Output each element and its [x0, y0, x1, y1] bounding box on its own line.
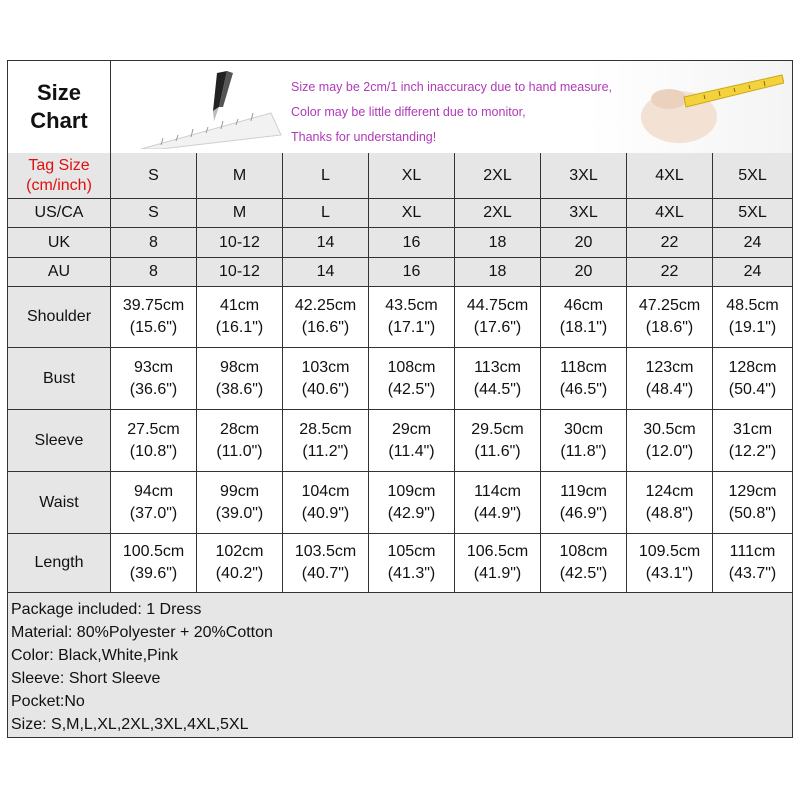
cm-value: 29cm — [391, 420, 432, 438]
inch-value: (42.5") — [559, 565, 608, 582]
inch-value: (18.1") — [559, 319, 608, 336]
inch-value: (10.8") — [129, 442, 178, 460]
cm-value: 30.5cm — [643, 420, 696, 438]
cm-value: 106.5cm — [466, 543, 529, 560]
cm-value: 123cm — [645, 358, 694, 376]
package-info — [8, 593, 792, 737]
measurement-cell — [541, 348, 627, 409]
measurement-cell — [369, 472, 455, 533]
inch-value: (46.9") — [559, 504, 608, 522]
inch-value: (41.3") — [387, 565, 436, 582]
note-line: Size may be 2cm/1 inch inaccuracy due to hand measure, — [291, 80, 613, 94]
measurement-cell — [111, 410, 197, 471]
title-line-2: Chart — [30, 108, 88, 133]
measurement-cell — [627, 472, 713, 533]
measurement-cell — [713, 410, 792, 471]
cm-value: 42.25cm — [294, 297, 357, 314]
inch-value: (48.4") — [645, 380, 694, 398]
inch-value: (40.9") — [301, 504, 350, 522]
measurement-cell — [455, 410, 541, 471]
cm-value: 43.5cm — [385, 297, 438, 314]
inch-value: (12.0") — [645, 442, 694, 460]
cm-value: 128cm — [728, 358, 777, 376]
size-cell: XL — [369, 153, 455, 198]
cm-value: 47.25cm — [638, 297, 701, 314]
cm-value: 48.5cm — [726, 297, 779, 314]
measurement-label: Waist — [8, 472, 111, 533]
region-size-cell: 14 — [283, 228, 369, 257]
measurement-row — [8, 472, 792, 534]
measurement-row — [8, 287, 792, 348]
inch-value: (11.6") — [474, 442, 521, 460]
package-included-line: Package included: 1 Dress — [11, 601, 202, 618]
measurement-cell — [283, 348, 369, 409]
cm-value: 28cm — [219, 420, 260, 438]
size-chart-title — [8, 61, 111, 153]
inch-value: (42.5") — [387, 380, 436, 398]
inch-value: (37.0") — [129, 504, 178, 522]
measurement-cell — [713, 534, 792, 592]
inch-value: (48.8") — [645, 504, 694, 522]
measurement-cell — [713, 348, 792, 409]
inch-value: (40.7") — [301, 565, 350, 582]
size-cell: 3XL — [541, 153, 627, 198]
inch-value: (17.1") — [387, 319, 436, 336]
inch-value: (18.6") — [645, 319, 694, 336]
cm-value: 118cm — [560, 358, 607, 376]
cm-value: 31cm — [732, 420, 773, 438]
measurement-row — [8, 410, 792, 472]
measurement-cell — [111, 348, 197, 409]
inch-value: (38.6") — [215, 380, 264, 398]
inch-value: (50.8") — [728, 504, 777, 522]
cm-value: 108cm — [559, 543, 608, 560]
region-size-cell: M — [197, 199, 283, 227]
header-row — [8, 61, 792, 154]
region-size-cell: 22 — [627, 228, 713, 257]
measurement-cell — [283, 287, 369, 347]
measurement-cell — [283, 472, 369, 533]
cm-value: 104cm — [301, 482, 350, 500]
size-cell: 5XL — [713, 153, 792, 198]
material-line: Material: 80%Polyester + 20%Cotton — [11, 624, 273, 641]
tag-size-label-line-2: (cm/inch) — [26, 176, 92, 194]
region-size-cell: 20 — [541, 228, 627, 257]
measurement-cell — [111, 287, 197, 347]
measurement-cell — [111, 534, 197, 592]
inch-value: (43.7") — [728, 565, 777, 582]
cm-value: 28.5cm — [299, 420, 352, 438]
measurement-cell — [197, 472, 283, 533]
size-cell: 4XL — [627, 153, 713, 198]
size-chart-table — [7, 60, 793, 738]
cm-value: 41cm — [219, 297, 260, 314]
measurement-cell — [541, 287, 627, 347]
tag-size-label — [8, 153, 111, 198]
size-cell: 2XL — [455, 153, 541, 198]
region-size-cell: 8 — [111, 228, 197, 257]
cm-value: 129cm — [728, 482, 777, 500]
measurement-cell — [541, 534, 627, 592]
inch-value: (11.2") — [302, 442, 349, 460]
tape-measure-hand-icon — [634, 69, 784, 147]
region-label: AU — [8, 258, 111, 286]
cm-value: 105cm — [387, 543, 436, 560]
cm-value: 102cm — [215, 543, 264, 560]
region-row-au — [8, 258, 792, 287]
region-size-cell: XL — [369, 199, 455, 227]
cm-value: 44.75cm — [466, 297, 529, 314]
region-size-cell: 5XL — [713, 199, 792, 227]
inch-value: (40.6") — [301, 380, 350, 398]
measurement-cell — [627, 410, 713, 471]
cm-value: 103.5cm — [294, 543, 357, 560]
inch-value: (39.0") — [215, 504, 264, 522]
inch-value: (41.9") — [473, 565, 522, 582]
measurement-cell — [627, 287, 713, 347]
cm-value: 30cm — [563, 420, 604, 438]
cm-value: 39.75cm — [122, 297, 185, 314]
region-label: US/CA — [8, 199, 111, 227]
region-row-us-ca — [8, 199, 792, 228]
inch-value: (11.4") — [388, 442, 435, 460]
cm-value: 108cm — [387, 358, 436, 376]
disclaimer-notes — [291, 75, 612, 150]
measurement-cell — [369, 287, 455, 347]
inch-value: (17.6") — [473, 319, 522, 336]
region-row-uk — [8, 228, 792, 258]
size-cell: S — [111, 153, 197, 198]
measurement-cell — [369, 534, 455, 592]
region-size-cell: 22 — [627, 258, 713, 286]
title-line-1: Size — [36, 80, 82, 105]
cm-value: 109cm — [387, 482, 436, 500]
region-size-cell: 24 — [713, 258, 792, 286]
measurement-label: Length — [8, 534, 111, 592]
measurement-cell — [283, 410, 369, 471]
inch-value: (11.0") — [216, 442, 263, 460]
pocket-line: Pocket:No — [11, 693, 85, 710]
measurement-label: Shoulder — [8, 287, 111, 347]
measurement-cell — [455, 348, 541, 409]
cm-value: 103cm — [301, 358, 350, 376]
measurement-cell — [541, 472, 627, 533]
inch-value: (46.5") — [559, 380, 608, 398]
measurement-cell — [455, 287, 541, 347]
inch-value: (44.9") — [473, 504, 522, 522]
cm-value: 111cm — [729, 543, 776, 560]
cm-value: 119cm — [560, 482, 607, 500]
measurement-label: Bust — [8, 348, 111, 409]
measurement-row — [8, 534, 792, 593]
inch-value: (12.2") — [728, 442, 777, 460]
measurement-cell — [627, 534, 713, 592]
note-line: Color may be little different due to monitor, — [291, 105, 526, 119]
measurement-cell — [197, 534, 283, 592]
inch-value: (19.1") — [728, 319, 777, 336]
region-size-cell: 10-12 — [197, 228, 283, 257]
measurement-label: Sleeve — [8, 410, 111, 471]
region-size-cell: 3XL — [541, 199, 627, 227]
color-line: Color: Black,White,Pink — [11, 647, 179, 664]
measurement-cell — [369, 348, 455, 409]
measurement-cell — [197, 348, 283, 409]
measurement-cell — [713, 472, 792, 533]
region-size-cell: S — [111, 199, 197, 227]
sleeve-line: Sleeve: Short Sleeve — [11, 670, 161, 687]
sizes-line: Size: S,M,L,XL,2XL,3XL,4XL,5XL — [11, 716, 249, 733]
cm-value: 100.5cm — [122, 543, 185, 560]
tag-size-label-line-1: Tag Size — [28, 156, 90, 174]
region-size-cell: 18 — [455, 258, 541, 286]
measurement-banner — [111, 61, 792, 153]
inch-value: (44.5") — [473, 380, 522, 398]
inch-value: (40.2") — [215, 565, 264, 582]
inch-value: (36.6") — [129, 380, 178, 398]
inch-value: (42.9") — [387, 504, 436, 522]
region-size-cell: 14 — [283, 258, 369, 286]
region-size-cell: L — [283, 199, 369, 227]
measurement-cell — [627, 348, 713, 409]
inch-value: (39.6") — [129, 565, 178, 582]
cm-value: 27.5cm — [127, 420, 180, 438]
cm-value: 46cm — [563, 297, 604, 314]
region-size-cell: 16 — [369, 258, 455, 286]
inch-value: (11.8") — [560, 442, 607, 460]
measurement-cell — [455, 534, 541, 592]
inch-value: (15.6") — [129, 319, 178, 336]
measurement-cell — [713, 287, 792, 347]
size-cell: M — [197, 153, 283, 198]
region-size-cell: 20 — [541, 258, 627, 286]
measurement-cell — [197, 410, 283, 471]
cm-value: 29.5cm — [471, 420, 524, 438]
region-size-cell: 10-12 — [197, 258, 283, 286]
region-label: UK — [8, 228, 111, 257]
cm-value: 113cm — [474, 358, 521, 376]
cm-value: 94cm — [133, 482, 174, 500]
inch-value: (16.1") — [215, 319, 264, 336]
measurement-cell — [111, 472, 197, 533]
cm-value: 124cm — [645, 482, 694, 500]
cm-value: 114cm — [474, 482, 521, 500]
measurement-cell — [455, 472, 541, 533]
measurement-cell — [369, 410, 455, 471]
measurement-cell — [197, 287, 283, 347]
size-cell: L — [283, 153, 369, 198]
region-size-cell: 16 — [369, 228, 455, 257]
inch-value: (43.1") — [645, 565, 694, 582]
cm-value: 109.5cm — [638, 543, 701, 560]
inch-value: (50.4") — [728, 380, 777, 398]
cm-value: 99cm — [219, 482, 260, 500]
region-size-cell: 24 — [713, 228, 792, 257]
note-line: Thanks for understanding! — [291, 130, 437, 144]
measurement-cell — [541, 410, 627, 471]
inch-value: (16.6") — [301, 319, 350, 336]
region-size-cell: 4XL — [627, 199, 713, 227]
measurement-cell — [283, 534, 369, 592]
cm-value: 93cm — [133, 358, 174, 376]
ruler-pen-icon — [121, 65, 291, 149]
cm-value: 98cm — [219, 358, 260, 376]
region-size-cell: 18 — [455, 228, 541, 257]
tag-size-row — [8, 153, 792, 199]
region-size-cell: 2XL — [455, 199, 541, 227]
measurement-row — [8, 348, 792, 410]
region-size-cell: 8 — [111, 258, 197, 286]
